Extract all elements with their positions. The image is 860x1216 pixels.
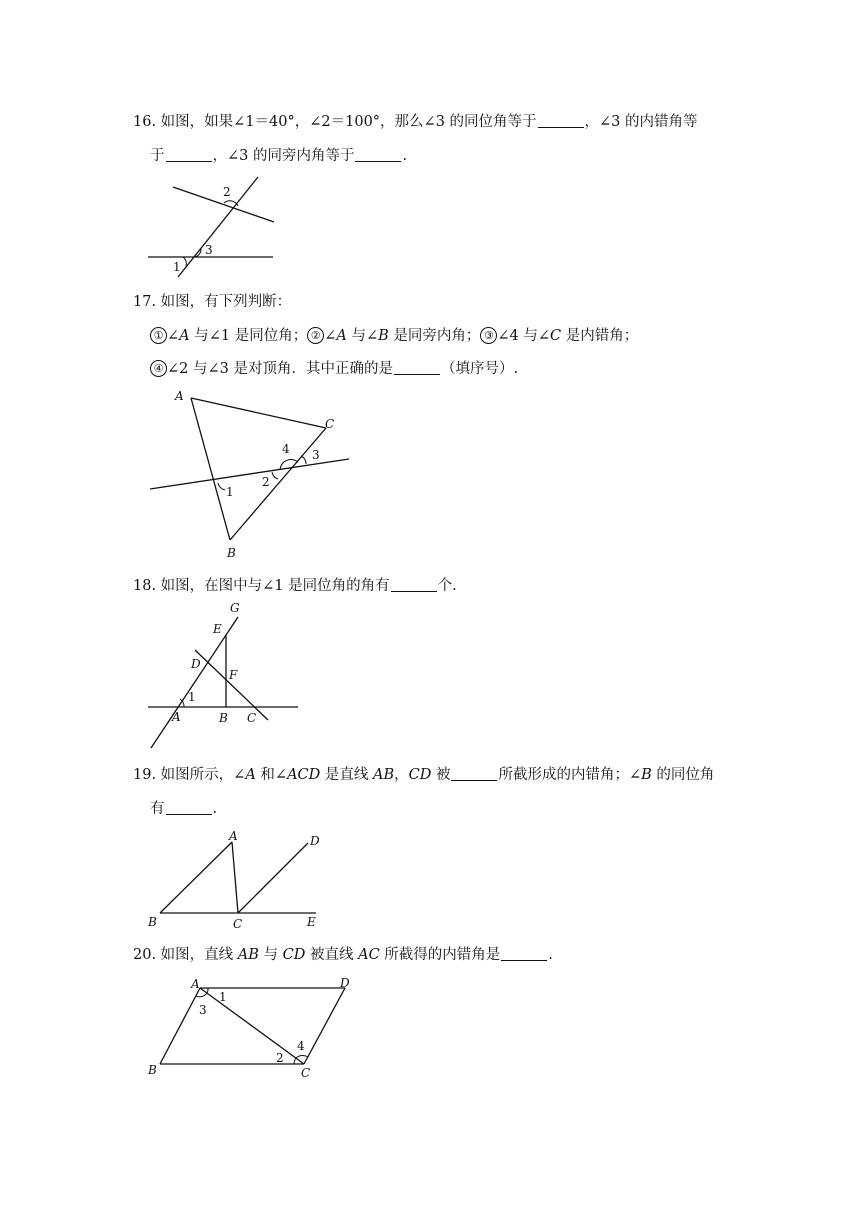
q18-label-F: F xyxy=(229,668,238,682)
q16-text-a: 如图，如果∠1＝40°，∠2＝100°，那么∠3 的同位角等于 xyxy=(160,114,537,130)
q19-t3: 是直线 xyxy=(320,767,373,783)
q17-s3a: ∠4 与∠ xyxy=(497,328,551,344)
q17-circled-4: ④ xyxy=(150,360,167,377)
q18-label-1: 1 xyxy=(188,690,196,704)
q17-number: 17. xyxy=(133,294,157,310)
q19-t2: 和∠ xyxy=(255,767,288,783)
q16-text-c: 于 xyxy=(150,148,165,164)
q20-number: 20. xyxy=(133,947,157,963)
q19-number: 19. xyxy=(133,767,157,783)
q17-s2a: ∠ xyxy=(324,328,337,344)
q17-s1a: ∠ xyxy=(167,328,180,344)
q17-label-2: 2 xyxy=(262,475,270,489)
q16-text-e: . xyxy=(402,148,408,164)
q20-label-D: D xyxy=(340,976,350,990)
q20-t1: 如图，直线 xyxy=(160,947,238,963)
q18-text-b: 个. xyxy=(437,578,457,594)
q17-s1b: 与∠1 是同位角； xyxy=(189,328,308,344)
q19-t6: 所截形成的内错角；∠ xyxy=(498,767,642,783)
q17-s4b: （填序号）. xyxy=(440,361,519,377)
q20-label-A: A xyxy=(191,977,200,991)
q20-label-4: 4 xyxy=(297,1039,305,1053)
q20-line-DC xyxy=(304,988,345,1064)
q16-number: 16. xyxy=(133,114,157,130)
q17-s3b: 是内错角； xyxy=(561,328,639,344)
q20-CD: CD xyxy=(282,947,306,963)
q19-ACD: ACD xyxy=(287,767,321,783)
q17-intro: 如图，有下列判断： xyxy=(160,294,292,310)
q17-s1A: A xyxy=(179,328,190,344)
q19-t8: 有 xyxy=(150,801,165,817)
q19-A: A xyxy=(245,767,256,783)
q18-label-E: E xyxy=(213,622,222,636)
q18-number: 18. xyxy=(133,578,157,594)
q19-label-D: D xyxy=(310,834,320,848)
q19-AB: AB xyxy=(373,767,395,783)
q20-t3: 被直线 xyxy=(305,947,359,963)
q17-circled-1: ① xyxy=(150,327,167,344)
q19-t7: 的同位角 xyxy=(651,767,715,783)
q17-s2c: 是同旁内角； xyxy=(388,328,481,344)
q17-s2B: B xyxy=(378,328,389,344)
q19-t9: . xyxy=(212,801,218,817)
q16-text-b: ，∠3 的内错角等 xyxy=(584,114,698,130)
q18-label-D: D xyxy=(191,657,201,671)
q20-line-AB xyxy=(160,988,200,1064)
q17-label-C: C xyxy=(325,417,335,431)
q19-t1: 如图所示，∠ xyxy=(160,767,246,783)
q20-arc-2 xyxy=(294,1058,296,1064)
q19-label-E: E xyxy=(307,915,316,929)
q20-label-B: B xyxy=(148,1063,157,1077)
q20-arc-1 xyxy=(207,988,208,993)
q16-text-d: ，∠3 的同旁内角等于 xyxy=(212,148,355,164)
q17-s4a: ∠2 与∠3 是对顶角．其中正确的是 xyxy=(167,361,393,377)
q18-text-a: 如图，在图中与∠1 是同位角的角有 xyxy=(160,578,390,594)
q17-circled-3: ③ xyxy=(480,327,497,344)
q20-label-C: C xyxy=(301,1066,311,1080)
q19-t4: ， xyxy=(394,767,409,783)
q20-arc-4 xyxy=(296,1055,308,1058)
q19-B: B xyxy=(641,767,652,783)
q17-label-3: 3 xyxy=(312,448,320,462)
q19-CD: CD xyxy=(408,767,432,783)
q16-label-2: 2 xyxy=(223,185,231,199)
q20-line-AC xyxy=(200,988,304,1064)
q19-label-B: B xyxy=(148,915,157,929)
q17-circled-2: ② xyxy=(307,327,324,344)
q17-label-1: 1 xyxy=(226,485,234,499)
q18-label-C: C xyxy=(247,711,257,725)
q19-label-C: C xyxy=(233,917,243,931)
q18-label-B: B xyxy=(219,711,228,725)
q17-label-A: A xyxy=(175,389,184,403)
q20-t2: 与 xyxy=(258,947,283,963)
q17-s2A: A xyxy=(336,328,347,344)
q20-AC: AC xyxy=(358,947,380,963)
q19-label-A: A xyxy=(229,829,238,843)
q20-t5: . xyxy=(548,947,553,963)
q16-label-3: 3 xyxy=(205,243,213,257)
q20-AB: AB xyxy=(237,947,259,963)
q17-s3C: C xyxy=(550,328,562,344)
q17-label-B: B xyxy=(227,546,236,560)
q18-label-A: A xyxy=(172,710,181,724)
q18-label-G: G xyxy=(230,601,240,615)
q19-t5: 被 xyxy=(431,767,451,783)
q16-label-1: 1 xyxy=(173,260,181,274)
q20-label-1: 1 xyxy=(219,990,227,1004)
q17-label-4: 4 xyxy=(282,442,290,456)
q20-label-3: 3 xyxy=(199,1003,207,1017)
q20-label-2: 2 xyxy=(276,1051,284,1065)
q17-s2b: 与∠ xyxy=(346,328,379,344)
q20-t4: 所截得的内错角是 xyxy=(379,947,501,963)
